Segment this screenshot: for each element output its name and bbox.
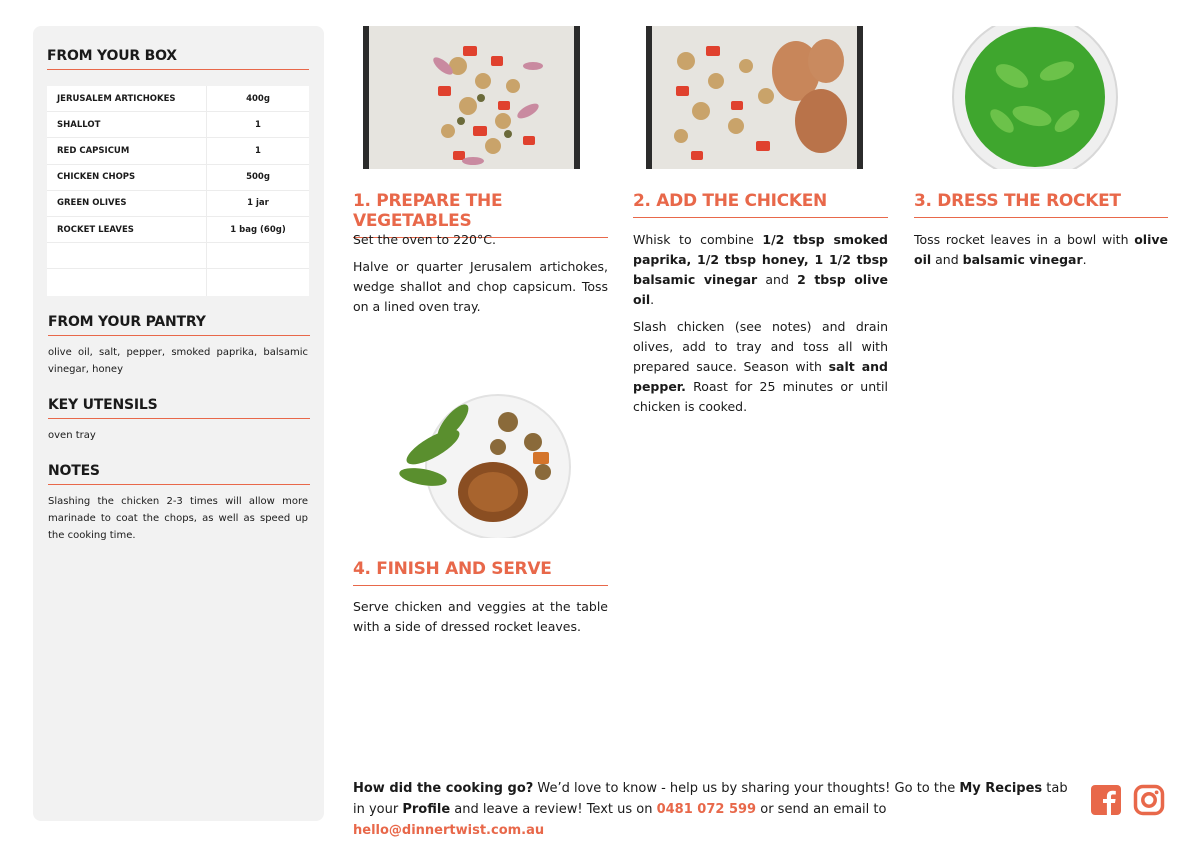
footer-question: How did the cooking go?	[353, 781, 534, 796]
notes-text: Slashing the chicken 2-3 times will allow more marinade to coat the chops, as well as speed up the cooking time.	[48, 496, 308, 541]
text: tab in your	[353, 781, 1068, 817]
ingredient-name-empty	[47, 243, 207, 268]
facebook-icon[interactable]	[1090, 784, 1124, 818]
step-1-paragraph: Set the oven to 220°C.	[353, 232, 496, 247]
step-2-title: 2. ADD THE CHICKEN	[633, 191, 888, 218]
step-1-body	[353, 230, 608, 324]
step-1-paragraph: Halve or quarter Jerusalem artichokes, wedge shallot and chop capsicum. Toss on a lined oven tray.	[353, 259, 608, 314]
step-4-image	[398, 392, 572, 538]
ingredient-qty: 500g	[246, 172, 270, 183]
step-2-paragraph	[633, 230, 888, 310]
table-row	[47, 191, 309, 217]
instagram-icon[interactable]	[1133, 784, 1167, 818]
step-1-image	[363, 26, 580, 169]
step-3-title: 3. DRESS THE ROCKET	[914, 191, 1168, 218]
text: or send an email to	[756, 802, 887, 817]
notes-heading: NOTES	[48, 463, 310, 485]
bold-text: balsamic vinegar	[962, 252, 1083, 267]
text: Slash chicken (see notes) and drain olives, add to tray and toss all with prepared sauce. Season with	[633, 319, 888, 374]
step-3-paragraph	[914, 230, 1168, 270]
bold-text: 1/2 tbsp smoked paprika, 1/2 tbsp honey, 1 1/2 tbsp balsamic vinegar	[633, 232, 888, 287]
step-2-paragraph	[633, 317, 888, 417]
table-row-empty	[47, 243, 309, 269]
text: Toss rocket leaves in a bowl with	[914, 232, 1135, 247]
text: Roast for 25 minutes or until chicken is cooked.	[633, 379, 888, 414]
utensils-text: oven tray	[48, 430, 96, 441]
text: .	[1082, 252, 1087, 267]
step-4-title: 4. FINISH AND SERVE	[353, 559, 608, 586]
email-link[interactable]: hello@dinnertwist.com.au	[353, 823, 545, 838]
table-row	[47, 217, 309, 243]
profile-label: Profile	[402, 802, 451, 817]
ingredient-qty: 1	[255, 119, 261, 130]
ingredient-name: ROCKET LEAVES	[47, 217, 207, 242]
feedback-footer	[353, 778, 1073, 841]
ingredient-name: GREEN OLIVES	[47, 191, 207, 216]
text: and	[757, 272, 798, 287]
step-3-body	[914, 230, 1168, 277]
ingredients-table	[47, 86, 309, 296]
table-row	[47, 112, 309, 138]
table-row	[47, 86, 309, 112]
pantry-text: olive oil, salt, pepper, smoked paprika, balsamic vinegar, honey	[48, 347, 308, 375]
step-1-title: 1. PREPARE THE VEGETABLES	[353, 191, 608, 238]
ingredient-qty: 1	[255, 145, 261, 156]
table-row	[47, 138, 309, 164]
text: Whisk to combine	[633, 232, 763, 247]
bold-text: 2 tbsp olive oil	[633, 272, 888, 307]
step-3-image	[952, 26, 1118, 169]
step-2-image	[646, 26, 863, 169]
from-your-box-heading: FROM YOUR BOX	[47, 48, 309, 70]
text: and	[931, 252, 963, 267]
bold-text: olive oil	[914, 232, 1168, 267]
table-row	[47, 165, 309, 191]
my-recipes-label: My Recipes	[959, 781, 1043, 796]
table-row-empty	[47, 269, 309, 295]
bold-text: salt and pepper.	[633, 359, 888, 394]
phone-link[interactable]: 0481 072 599	[656, 802, 757, 817]
step-4-paragraph: Serve chicken and veggies at the table with a side of dressed rocket leaves.	[353, 599, 608, 634]
ingredient-name: SHALLOT	[47, 112, 207, 137]
ingredient-name: JERUSALEM ARTICHOKES	[47, 86, 207, 111]
ingredient-name: CHICKEN CHOPS	[47, 165, 207, 190]
step-2-body	[633, 230, 888, 424]
text: We’d love to know - help us by sharing your thoughts! Go to the	[533, 781, 960, 796]
step-4-body	[353, 597, 608, 644]
ingredient-qty: 1 jar	[247, 198, 269, 209]
ingredients-sidebar	[33, 26, 324, 821]
text: and leave a review! Text us on	[450, 802, 657, 817]
ingredient-name: RED CAPSICUM	[47, 138, 207, 163]
ingredient-name-empty	[47, 269, 207, 295]
key-utensils-heading: KEY UTENSILS	[48, 397, 310, 419]
ingredient-qty: 1 bag (60g)	[230, 224, 286, 235]
from-your-pantry-heading: FROM YOUR PANTRY	[48, 314, 310, 336]
ingredient-qty: 400g	[246, 93, 270, 104]
text: .	[650, 292, 655, 307]
